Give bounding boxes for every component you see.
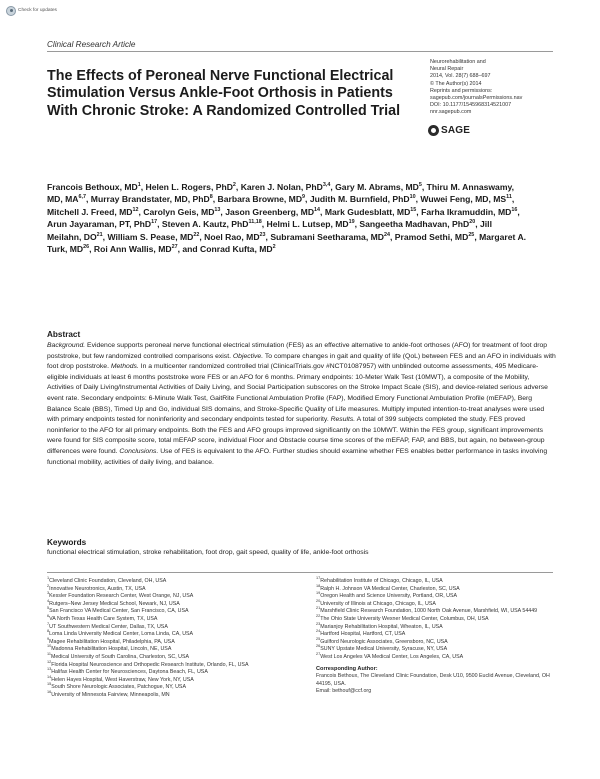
author-affiliation-marker: 25 [468, 231, 475, 238]
abstract-text [47, 341, 557, 468]
author-affiliation-marker: 17 [151, 219, 158, 226]
affiliation-item: $^9$Magee Rehabilitation Hospital, Philadelphia, PA, USA [47, 636, 175, 645]
author-name: Roi Ann Wallis, MD$^{27}$ [93, 244, 178, 255]
affiliation-item: $^{27}$West Los Angeles VA Medical Center, Los Angeles, CA, USA [316, 652, 464, 660]
author-name: Carolyn Geis, MD$^{13}$ [143, 206, 221, 217]
affiliation-number: 22 [316, 614, 321, 619]
affiliation-number: 21 [316, 606, 321, 611]
abstract-section [47, 330, 557, 468]
author-affiliation-marker: 21 [96, 231, 103, 238]
author-name: Noel Rao, MD$^{23}$ [204, 231, 266, 242]
affiliation-item: $^{10}$Madonna Rehabilitation Hospital, Lincoln, NE, USA [47, 644, 172, 653]
affiliation-item: $^{14}$Helen Hayes Hospital, West Haverstraw, New York, NY, USA [47, 674, 194, 683]
journal-line: Neurorehabilitation and [430, 59, 486, 65]
affiliation-number: 15 [47, 682, 52, 687]
abstract-subheading: Background. [47, 342, 86, 349]
author-name: Farha Ikramuddin, MD$^{16}$ [421, 206, 518, 217]
affiliation-number: 7 [47, 621, 50, 626]
keywords-section [47, 538, 557, 556]
abstract-body: In a multicenter randomized controlled trial (ClinicalTrials.gov #NCT01087957) with unblinded outcome assessments, 495 Medicare-eligible individuals at least 6 months poststroke wore FES or an AFO for 6 months. Primary endpoints: 10-Meter Walk Test (10MWT), a composite of the Mobility, Activities of Daily Living/Instrumental Activities of Daily Living, and Social Participation subscores on the Stroke Impact Scale (SIS), and device-related serious adverse event rate. Secondary endpoints: 6-Minute Walk Test, GaitRite Functional Ambulation Profile (FAP), Modified Emory Functional Ambulation Profile (mEFAP), Berg Balance Scale (BBS), Timed Up and Go, individual SIS domains, and Stroke-Specific Quality of Life measures. Multiply imputed intention-to-treat analyses were used with primary endpoints tested for noninferiority and secondary endpoints tested for superiority. [47, 363, 548, 424]
affiliation-number: 17 [316, 576, 321, 581]
affiliation-item: $^3$Kessler Foundation Research Center, West Orange, NJ, USA [47, 591, 194, 600]
journal-line: 2014, Vol. 28(7) 688–697 [430, 73, 491, 80]
journal-permissions-link[interactable]: sagepub.com/journalsPermissions.nav [430, 95, 523, 102]
author-name: Mark Gudesblatt, MD$^{15}$ [324, 206, 417, 217]
author-affiliation-marker: 26 [83, 244, 90, 251]
journal-info [430, 59, 580, 117]
author-name: Judith M. Burnfield, PhD$^{10}$ [309, 194, 416, 205]
corresponding-author-heading: Corresponding Author: [316, 665, 378, 672]
author-affiliation-marker: 10 [409, 194, 416, 201]
author-affiliation-marker: 3,4 [322, 182, 331, 189]
author-name: Subramani Seetharama, MD$^{24}$ [270, 231, 390, 242]
keywords-text: functional electrical stimulation, stroke rehabilitation, foot drop, gait speed, quality of life, ankle-foot orthosis [47, 549, 369, 556]
abstract-heading: Abstract [47, 330, 81, 339]
author-name: Mitchell J. Freed, MD$^{12}$ [47, 206, 139, 217]
affiliation-item: $^{18}$Ralph H. Johnson VA Medical Center, Charleston, SC, USA [316, 583, 460, 592]
journal-website-link[interactable]: nnr.sagepub.com [430, 109, 472, 116]
affiliation-item: $^{22}$The Ohio State University Wexner Medical Center, Columbus, OH, USA [316, 614, 489, 622]
affiliation-number: 20 [316, 599, 321, 604]
author-affiliation-marker: 1 [137, 182, 141, 189]
affiliation-number: 19 [316, 591, 321, 596]
affiliation-item: $^{15}$South Shore Neurologic Associates, Patchogue, NY, USA [47, 682, 186, 691]
abstract-body: Use of FES is equivalent to the AFO. Further studies should examine whether FES enables better performance in tasks involving functional mobility, activities of daily living, and balance. [47, 447, 548, 466]
author-name: Arun Jayaraman, PT, PhD$^{17}$ [47, 219, 158, 230]
abstract-subheading: Objective. [232, 352, 264, 360]
affiliation-item: $^{12}$Florida Hospital Neuroscience and Orthopedic Research Institute, Orlando, FL, USA [47, 659, 249, 668]
affiliation-number: 5 [47, 606, 50, 611]
author-affiliation-marker: 22 [193, 231, 200, 238]
affiliation-number: 4 [47, 599, 50, 604]
affiliations-divider [47, 572, 553, 573]
affiliation-item: $^{21}$Marshfield Clinic Research Foundation, 1000 North Oak Avenue, Marshfield, WI, USA 54449 [316, 606, 538, 615]
corresponding-author-address: Francois Bethoux, The Cleveland Clinic Foundation, Desk U10, 9500 Euclid Avenue, Cleveland, OH 44195, USA. [316, 673, 550, 687]
affiliation-item: $^8$Loma Linda University Medical Center, Loma Linda, CA, USA [47, 629, 194, 638]
journal-line: © The Author(s) 2014 [430, 80, 482, 87]
affiliation-number: 9 [47, 636, 50, 641]
affiliations-right-column [316, 578, 556, 696]
affiliation-item: $^{25}$Guilford Neurologic Associates, Greensboro, NC, USA [316, 636, 448, 645]
affiliation-item: $^{16}$University of Minnesota Fairview, Minneapolis, MN [47, 690, 170, 698]
affiliation-item: $^{13}$Halifax Health Center for Neurosciences, Daytona Beach, FL, USA [47, 667, 208, 676]
check-for-updates-badge[interactable] [6, 4, 62, 17]
abstract-subheading: Conclusions. [119, 447, 159, 455]
affiliation-number: 8 [47, 629, 50, 634]
author-affiliation-marker: 6,7 [78, 194, 87, 201]
check-for-updates-icon [6, 6, 16, 16]
affiliation-number: 13 [47, 667, 52, 672]
author-name: Helen L. Rogers, PhD$^2$ [145, 182, 236, 192]
affiliations-left-column [47, 578, 309, 700]
author-affiliation-marker: 19 [348, 219, 355, 226]
affiliation-item: $^2$Innovative Neurotronics, Austin, TX, USA [47, 583, 146, 592]
journal-doi[interactable]: DOI: 10.1177/1545968314521007 [430, 102, 512, 109]
affiliation-number: 2 [47, 583, 50, 588]
abstract-subheading: Methods. [110, 363, 139, 371]
author-affiliation-marker: 2 [272, 244, 276, 251]
author-name: Gary M. Abrams, $MD^5$ [335, 182, 422, 192]
author-name: Helmi L. Lutsep, MD$^{19}$ [266, 219, 355, 230]
sage-logo-icon [428, 125, 439, 136]
author-affiliation-marker: 11 [506, 194, 512, 201]
publisher-name: SAGE [441, 125, 471, 136]
article-title: The Effects of Peroneal Nerve Functional Electrical Stimulation Versus Ankle-Foot Orthosis in Patients With Chronic Stroke: A Randomized Controlled Trial [47, 68, 401, 119]
author-name: Murray Brandstater, MD, PhD$^8$ [90, 194, 213, 205]
author-name: Barbara Browne, $MD^9$ [217, 194, 306, 205]
author-affiliation-marker: 11,18 [248, 219, 262, 226]
affiliation-item: $^{11}$Medical University of South Carolina, Charleston, SC, USA [47, 652, 190, 660]
author-name: Thiru M. Annaswamy, MD, MA$^{6,7}$ [47, 182, 515, 205]
abstract-body: A total of 399 subjects completed the study. FES proved noninferior to the AFO for all primary endpoints. Both the FES and AFO groups improved significantly on the 10MWT. Within the FES group, significant improvements were found for SIS composite score, total mEFAP score, individual Floor and Obstacle course time scores of the mEFAP, FAP, and BBS, but again, no between-group differences were found. [47, 416, 545, 455]
affiliation-number: 24 [316, 629, 321, 634]
affiliation-number: 10 [47, 644, 52, 649]
affiliation-item: $^{26}$SUNY Upstate Medical University, Syracuse, NY, USA [316, 644, 448, 653]
affiliation-number: 1 [47, 576, 50, 581]
author-name: Jason Greenberg, MD$^{14}$ [225, 206, 321, 217]
affiliation-item: $^{24}$Hartford Hospital, Hartford, CT, USA [316, 629, 406, 638]
affiliation-number: 3 [47, 591, 50, 596]
affiliation-item: $^1$Cleveland Clinic Foundation, Cleveland, OH, USA [47, 576, 167, 584]
affiliation-number: 25 [316, 636, 321, 641]
abstract-body: Evidence supports peroneal nerve functional electrical stimulation (FES) as an effective alternative to ankle-foot orthoses (AFO) for treatment of foot drop poststroke, but few randomized controlled comparisons exist. [47, 342, 548, 360]
affiliation-number: 23 [316, 621, 321, 626]
author-name: Karen J. Nolan, PhD$^{3,4}$ [240, 182, 331, 192]
check-for-updates-label: Check for updates [18, 8, 57, 13]
author-affiliation-marker: 14 [314, 206, 321, 213]
author-affiliation-marker: 13 [214, 206, 221, 213]
author-affiliation-marker: 9 [302, 194, 306, 201]
author-affiliation-marker: 20 [469, 219, 476, 226]
affiliation-number: 18 [316, 583, 321, 588]
author-name: Sangeetha Madhavan, PhD$^{20}$ [359, 219, 476, 230]
journal-line: Reprints and permissions: [430, 87, 493, 94]
corresponding-author-email[interactable]: Email: bethouf@ccf.org [316, 688, 372, 695]
author-name: Jill Meilahn, DO$^{21}$ [47, 219, 492, 242]
affiliation-item: $^7$UT Southwestern Medical Center, Dallas, TX, USA [47, 621, 168, 630]
author-affiliation-marker: 23 [259, 231, 266, 238]
header-divider [47, 51, 553, 52]
author-name: Wuwei Feng, MD, MS$^{11}$ [420, 194, 512, 205]
author-name: Francois Bethoux, $MD^1$ [47, 182, 141, 192]
affiliation-item: $^{20}$University of Illinois at Chicago, Chicago, IL, USA [316, 599, 436, 607]
affiliation-number: 27 [316, 652, 321, 657]
affiliation-number: 26 [316, 644, 321, 649]
affiliation-number: 12 [47, 659, 52, 664]
affiliation-number: 11 [47, 652, 51, 657]
affiliation-item: $^5$San Francisco VA Medical Center, San Francisco, CA, USA [47, 606, 189, 615]
publisher-logo [428, 125, 470, 136]
author-affiliation-marker: 12 [132, 206, 139, 213]
author-affiliation-marker: 27 [171, 244, 178, 251]
affiliation-number: 6 [47, 614, 50, 619]
affiliation-item: $^{17}$Rehabilitation Institute of Chicago, Chicago, IL, USA [316, 576, 443, 584]
author-affiliation-marker: 16 [511, 206, 518, 213]
affiliation-number: 16 [47, 690, 52, 695]
affiliation-number: 14 [47, 674, 52, 679]
author-name: Pramod Sethi, MD$^{25}$ [394, 231, 475, 242]
author-name: William S. Pease, MD$^{22}$ [107, 231, 200, 242]
author-affiliation-marker: 24 [383, 231, 390, 238]
affiliation-item: $^{23}$Marianjoy Rehabilitation Hospital, Wheaton, IL, USA [316, 621, 443, 630]
article-type: Clinical Research Article [47, 40, 136, 49]
author-list: Francois Bethoux, $MD^1$, Helen L. Rogers, PhD$^2$, Karen J. Nolan, PhD$^{3,4}$, Gary M. Abrams, $MD^5$, Thiru M. Annaswamy, MD, MA$^{6,7}$, Murray Brandstater, MD, PhD$^8$, Barbara Browne, $MD^9$, Judith M. Burnfield, PhD$^{10}$, Wuwei Feng, MD, MS$^{11}$, Mitchell J. Freed, MD$^{12}$, Carolyn Geis, MD$^{13}$, Jason Greenberg, MD$^{14}$, Mark Gudesblatt, MD$^{15}$, Farha Ikramuddin, MD$^{16}$, Arun Jayaraman, PT, PhD$^{17}$, Steven A. Kautz, PhD$^{11,18}$, Helmi L. Lutsep, MD$^{19}$, Sangeetha Madhavan, PhD$^{20}$, Jill Meilahn, DO$^{21}$, William S. Pease, MD$^{22}$, Noel Rao, MD$^{23}$, Subramani Seetharama, MD$^{24}$, Pramod Sethi, MD$^{25}$, Margaret A. Turk, MD$^{26}$, Roi Ann Wallis, MD$^{27}$, and Conrad Kufta, $MD^2$ [47, 182, 527, 255]
affiliations-right-list [316, 578, 556, 662]
author-affiliation-marker: 8 [209, 194, 213, 201]
author-name: Conrad Kufta, $MD^2$ [200, 244, 276, 255]
keywords-heading: Keywords [47, 538, 87, 547]
journal-line: Neural Repair [430, 66, 464, 73]
affiliation-item: $^{19}$Oregon Health and Science University, Portland, OR, USA [316, 591, 458, 600]
abstract-subheading: Results. [330, 416, 356, 424]
author-name: Margaret A. Turk, MD$^{26}$ [47, 231, 527, 255]
author-affiliation-marker: 5 [418, 182, 422, 189]
affiliation-item: $^6$VA North Texas Health Care System, TX, USA [47, 614, 158, 622]
abstract-body: To compare changes in gait and quality of life (QoL) between FES and an AFO in individuals with foot drop poststroke. [47, 352, 556, 371]
author-affiliation-marker: 2 [232, 182, 236, 189]
author-name: Steven A. Kautz, PhD$^{11,18}$ [161, 219, 262, 230]
affiliation-item: $^4$Rutgers–New Jersey Medical School, Newark, NJ, USA [47, 599, 180, 607]
author-affiliation-marker: 15 [410, 206, 417, 213]
